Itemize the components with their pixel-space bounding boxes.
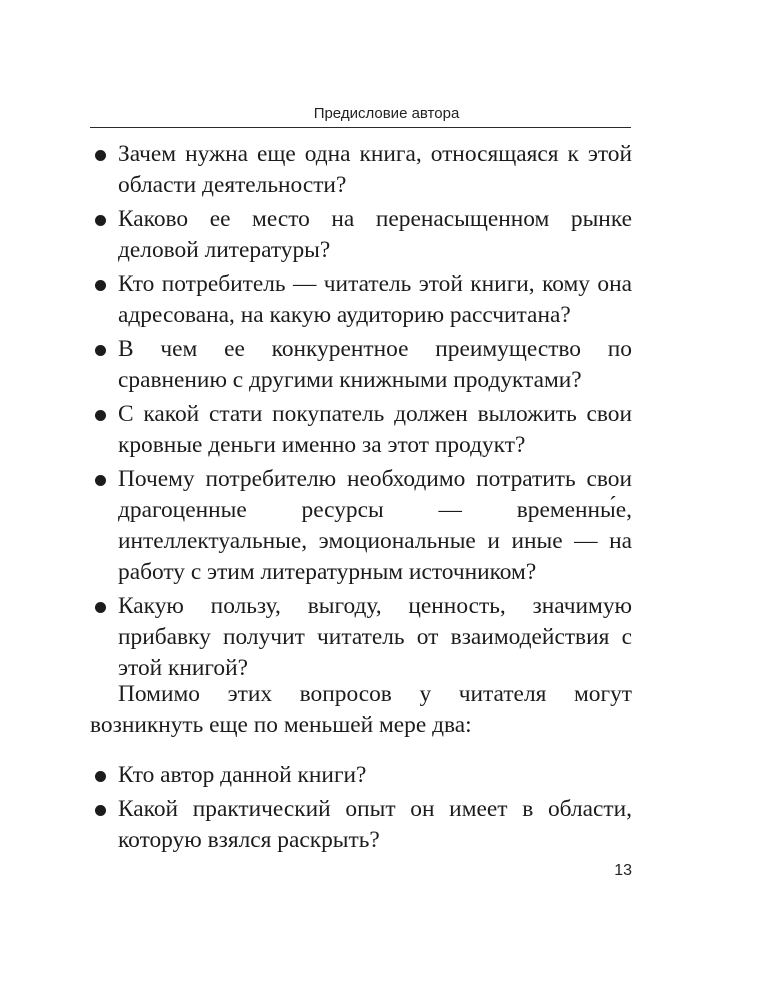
list-item [90, 591, 632, 684]
list-item-text: Кто потребитель — читатель этой книги, кому она адресована, на какую аудиторию рассчитана? [118, 271, 632, 328]
list-item-text: Кто автор данной книги? [118, 762, 367, 788]
list-item-text: Почему потребителю необходимо потратить свои драгоценные ресурсы — временны́е, интеллектуальные, эмоциональные и иные — на работу с этим литературным источником? [118, 466, 632, 585]
list-item-text: В чем ее конкурентное преимущество по сравнению с другими книжными продуктами? [118, 336, 632, 393]
body-paragraph: Помимо этих вопросов у читателя могут возникнуть еще по меньшей мере два: [90, 681, 632, 738]
bullet-icon [95, 280, 106, 291]
list-item [90, 760, 632, 791]
bullet-icon [95, 602, 106, 613]
bullet-icon [95, 410, 106, 421]
list-item [90, 399, 632, 461]
header-rule [90, 127, 631, 128]
list-item [90, 794, 632, 856]
bullet-icon [95, 805, 106, 816]
bullet-icon [95, 345, 106, 356]
list-item [90, 204, 632, 266]
list-item [90, 269, 632, 331]
list-item-text: Какой практический опыт он имеет в области, которую взялся раскрыть? [118, 796, 632, 853]
running-head: Предисловие автора [313, 105, 460, 122]
page-number: 13 [614, 862, 632, 879]
list-item-text: Зачем нужна еще одна книга, относящаяся к этой области деятельности? [118, 141, 632, 198]
bullet-icon [95, 475, 106, 486]
list-item-text: Какую пользу, выгоду, ценность, значимую прибавку получит читатель от взаимодействия с этой книгой? [118, 593, 632, 681]
bullet-icon [95, 150, 106, 161]
author-question-list [90, 760, 632, 859]
list-item-text: С какой стати покупатель должен выложить свои кровные деньги именно за этот продукт? [118, 401, 632, 458]
list-item [90, 334, 632, 396]
bullet-icon [95, 215, 106, 226]
question-list [90, 139, 632, 687]
bullet-icon [95, 771, 106, 782]
list-item [90, 139, 632, 201]
list-item [90, 464, 632, 588]
list-item-text: Каково ее место на перенасыщенном рынке деловой литературы? [118, 206, 632, 263]
